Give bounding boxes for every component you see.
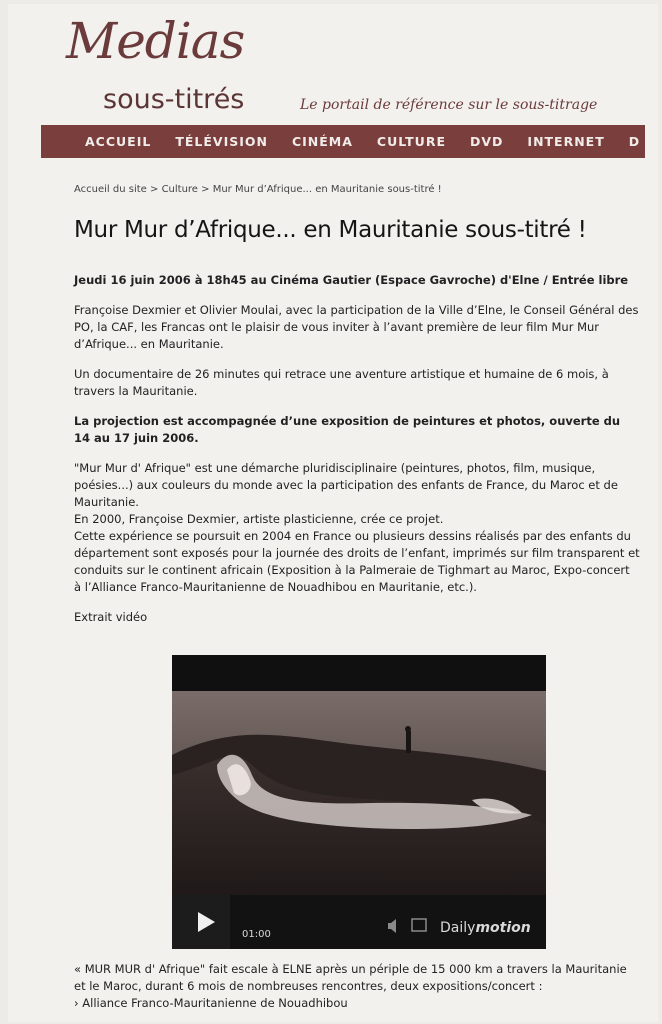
nav-item-accueil[interactable]: ACCUEIL <box>85 134 152 149</box>
article-paragraph: En 2000, Françoise Dexmier, artiste plasticienne, crée ce projet. <box>74 512 444 526</box>
nav-item-television[interactable]: TÉLÉVISION <box>175 134 268 149</box>
article-paragraph: Françoise Dexmier et Olivier Moulai, avec la participation de la Ville d’Elne, le Conseil Général des PO, la CAF, les Francas ont le plaisir de vous inviter à l’avant première de leur film Mur Mur d’Afrique... en Mauritanie. <box>74 303 639 351</box>
nav-item-internet[interactable]: INTERNET <box>527 134 605 149</box>
figure-silhouette <box>406 731 411 753</box>
article-paragraph: Cette expérience se poursuit en 2004 en France ou plusieurs dessins réalisés par des enfants du département sont exposés pour la journée des droits de l’enfant, imprimés sur film transparent et conduits sur le continent africain (Exposition à la Palmeraie de Tighmart au Maroc, Expo-concert à l’Alliance Franco-Mauritanienne de Nouadhibou en Mauritanie, etc.). <box>74 529 640 594</box>
video-frame <box>172 655 546 949</box>
article-body <box>74 272 640 639</box>
breadcrumb-separator: > <box>197 184 213 195</box>
video-player[interactable] <box>172 655 546 949</box>
caption-text: « MUR MUR d' Afrique" fait escale à ELNE après un périple de 15 000 km a travers la Mauritanie et le Maroc, durant 6 mois de nombreuses rencontres, deux expositions/concert : <box>74 962 627 993</box>
breadcrumb-separator: > <box>146 184 162 195</box>
breadcrumb <box>74 184 442 195</box>
nav-item-cinema[interactable]: CINÉMA <box>291 134 353 149</box>
breadcrumb-section[interactable]: Culture <box>161 184 198 195</box>
video-caption <box>74 961 640 1012</box>
site-logo[interactable]: Medias <box>66 12 245 70</box>
page <box>8 4 658 1022</box>
article-paragraph: Un documentaire de 26 minutes qui retrace une aventure artistique et humaine de 6 mois, à travers la Mauritanie. <box>74 367 609 398</box>
video-label: Extrait vidéo <box>74 610 148 624</box>
dailymotion-logo[interactable]: Dailymotion <box>440 920 531 936</box>
site-logo-subtitle[interactable]: sous-titrés <box>103 84 245 115</box>
video-time: 01:00 <box>242 929 271 940</box>
nav-item-overflow[interactable]: D <box>628 134 641 149</box>
article-date-line: Jeudi 16 juin 2006 à 18h45 au Cinéma Gautier (Espace Gavroche) d'Elne / Entrée libre <box>74 273 629 287</box>
page-title: Mur Mur d’Afrique... en Mauritanie sous-titré ! <box>74 217 587 243</box>
breadcrumb-home[interactable]: Accueil du site <box>74 184 147 195</box>
article-paragraph: "Mur Mur d' Afrique" est une démarche pluridisciplinaire (peintures, photos, film, musique, poésies...) aux couleurs du monde avec la participation des enfants de France, du Maroc et de Mauritanie. <box>74 461 618 509</box>
main-nav <box>41 125 645 158</box>
nav-item-culture[interactable]: CULTURE <box>376 134 446 149</box>
caption-link[interactable]: › Alliance Franco-Mauritanienne de Nouadhibou <box>74 996 348 1010</box>
article-paragraph-bold: La projection est accompagnée d’une exposition de peintures et photos, ouverte du 14 au 17 juin 2006. <box>74 414 621 445</box>
site-tagline: Le portail de référence sur le sous-titrage <box>300 97 598 113</box>
nav-item-dvd[interactable]: DVD <box>469 134 504 149</box>
breadcrumb-current: Mur Mur d’Afrique... en Mauritanie sous-titré ! <box>212 184 442 195</box>
